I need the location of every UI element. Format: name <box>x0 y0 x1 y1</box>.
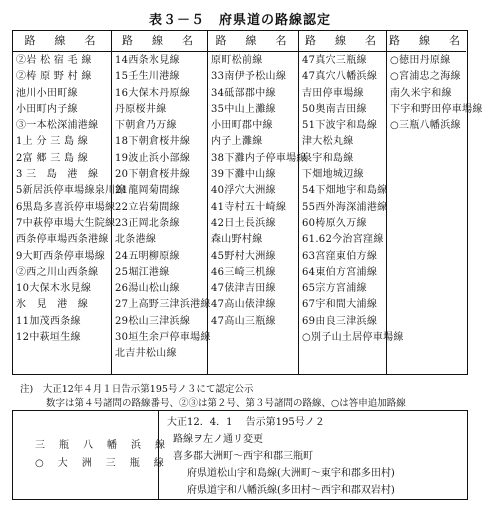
route-entry: 65宗方宮浦線 <box>302 283 367 295</box>
route-entry: 12中萩垣生線 <box>16 332 81 344</box>
route-entry: 3 三 島 港 線 <box>16 169 99 181</box>
route-entry: 氷 見 港 線 <box>16 299 89 311</box>
route-entry: 西条停車場西条港線 <box>16 234 109 246</box>
change-line: 大正12．4．1 告示第195号ノ２ <box>167 417 325 428</box>
route-entry: 24五明柳原線 <box>115 250 180 262</box>
route-entry: 津大松丸線 <box>302 136 354 148</box>
route-entry: 北吉井松山線 <box>115 348 177 360</box>
column-header: 路 線 名 <box>387 31 466 52</box>
route-entry: 41寺村五十崎線 <box>211 201 287 213</box>
change-line: 府県道松山宇和島線(大洲町～東宇和郡多田村) <box>187 468 395 479</box>
route-entry: 南久米宇和線 <box>390 87 452 99</box>
route-entry: ○徳田丹原線 <box>390 55 451 66</box>
route-entry: 27上高野三津浜港線 <box>115 299 211 311</box>
route-entry: 10大保木氷見線 <box>16 283 92 295</box>
route-entry: 42日土長浜線 <box>211 217 276 229</box>
changed-route-name: ○ 大 洲 三 瓶 線 <box>35 458 166 469</box>
route-entry: 小田町内子線 <box>16 103 78 115</box>
route-entry: 39下灘中山線 <box>211 169 276 181</box>
route-entry: 25堀江港線 <box>115 266 170 278</box>
route-entry: 47真穴八幡浜線 <box>302 71 378 83</box>
route-entry: 63宮窪東伯方線 <box>302 250 378 262</box>
table-column <box>387 31 483 374</box>
route-entry: 38下灘内子停車場線 <box>211 152 307 164</box>
route-entry: 23正岡北条線 <box>115 217 180 229</box>
change-line: 府県道宇和八幡浜線(多田村～西宇和郡双岩村) <box>187 485 395 496</box>
route-entry: 9大町西条停車場線 <box>16 250 106 262</box>
route-entry: 26湯山松山線 <box>115 283 180 295</box>
column-header: 路 線 名 <box>112 31 207 52</box>
route-entry: 47真穴三瓶線 <box>302 55 367 66</box>
route-entry: 内子上灘線 <box>211 136 263 148</box>
route-entry: ②梼 原 野 村 線 <box>16 71 92 83</box>
route-entry: 40浮穴大洲線 <box>211 185 276 197</box>
route-entry: 47高山俵津線 <box>211 299 276 311</box>
route-entry: 小田町郡中線 <box>211 120 273 132</box>
route-entry: 下畑地城辺線 <box>302 169 364 181</box>
route-entry: 61.62今治宮窪線 <box>302 234 384 246</box>
route-entry: ③一本松深浦港線 <box>16 120 99 132</box>
route-entry: 55西外海深浦港線 <box>302 201 388 213</box>
change-description <box>159 411 467 499</box>
route-entry: 19波止浜小部線 <box>115 152 191 164</box>
route-entry: 18下朝倉桜井線 <box>115 136 191 148</box>
route-entry: 14西条氷見線 <box>115 55 180 66</box>
route-entry: 30垣生余戸停車場線 <box>115 332 211 344</box>
route-entry: 29松山三津浜線 <box>115 315 191 327</box>
route-entry: 20下朝倉桜井線 <box>115 169 191 181</box>
route-entry: 吉田停車場線 <box>302 87 364 99</box>
route-entry: ②岩 松 宿 毛 線 <box>16 55 92 66</box>
route-entry: 60梼原久万線 <box>302 217 367 229</box>
route-entry: 原町松前線 <box>211 55 263 66</box>
route-entry: 67宇和間大浦線 <box>302 299 378 311</box>
route-table <box>12 30 483 375</box>
route-entry: 15壬生川港線 <box>115 71 180 83</box>
table-column <box>112 31 211 374</box>
route-entry: 北条港線 <box>115 234 157 246</box>
route-entry: 47俵津吉田線 <box>211 283 276 295</box>
route-entry: 50奥南吉田線 <box>302 103 367 115</box>
route-entry: ○宮浦忠之海線 <box>390 71 461 83</box>
note-line: 注) 大正12年４月１日告示第195号ノ３にて認定公示 <box>20 384 254 395</box>
route-entry: 森山野村線 <box>211 234 263 246</box>
route-entry: 45野村大洲線 <box>211 250 276 262</box>
route-entry: 7中萩停車場大生院線 <box>16 217 116 229</box>
note-line: 数字は第４号諸問の路線番号、②③は第２号、第３号諸問の路線、○は答申追加路線 <box>46 398 406 409</box>
route-entry: 下朝倉乃万線 <box>115 120 177 132</box>
page-title: 表３－５ 府県道の路線認定 <box>148 13 331 28</box>
route-entry: 46三崎三机線 <box>211 266 276 278</box>
route-entry: 21龍岡菊間線 <box>115 185 180 197</box>
route-entry: 5新居浜停車場線泉川線 <box>16 185 126 197</box>
route-entry: 64東伯方宮浦線 <box>302 266 378 278</box>
route-entry: 下宇和野田停車場線 <box>390 103 483 115</box>
route-entry: 22立岩菊間線 <box>115 201 180 213</box>
route-entry: 2富 郷 三 島 線 <box>16 152 89 164</box>
changed-route-name: 三 瓶 八 幡 浜 線 <box>35 440 167 451</box>
route-entry: 丹原桜井線 <box>115 103 167 115</box>
table-column <box>13 31 126 374</box>
route-entry: ○別子山土居停車場線 <box>302 332 404 344</box>
route-entry: 69由良三津浜線 <box>302 315 378 327</box>
route-entry: 54下畑地宇和島線 <box>302 185 388 197</box>
column-header: 路 線 名 <box>13 31 111 52</box>
column-header: 路 線 名 <box>299 31 386 52</box>
route-entry: 33南伊予松山線 <box>211 71 287 83</box>
change-line: 喜多郡大洲町～西宇和郡三瓶町 <box>173 451 313 462</box>
route-entry: 47高山三瓶線 <box>211 315 276 327</box>
route-entry: 35中山上灘線 <box>211 103 276 115</box>
route-entry: 16大保木丹原線 <box>115 87 191 99</box>
table-column <box>208 31 307 374</box>
route-entry: 34砥部郡中線 <box>211 87 276 99</box>
route-entry: ○三瓶八幡浜線 <box>390 120 461 132</box>
route-entry: 51下波宇和島線 <box>302 120 378 132</box>
change-line: 路線ヲ左ノ通リ変更 <box>173 434 263 445</box>
changed-routes <box>13 411 167 499</box>
column-header: 路 線 名 <box>208 31 298 52</box>
route-entry: ②西之川山西条線 <box>16 266 99 278</box>
route-entry: 11加茂西条線 <box>16 315 81 327</box>
route-entry: 6黒島多喜浜停車場線 <box>16 201 116 213</box>
route-change-box <box>12 410 468 500</box>
route-entry: 1上 分 三 島 線 <box>16 136 89 148</box>
table-column <box>299 31 404 374</box>
route-entry: 泉宇和島線 <box>302 152 354 164</box>
route-entry: 池川小田町線 <box>16 87 78 99</box>
